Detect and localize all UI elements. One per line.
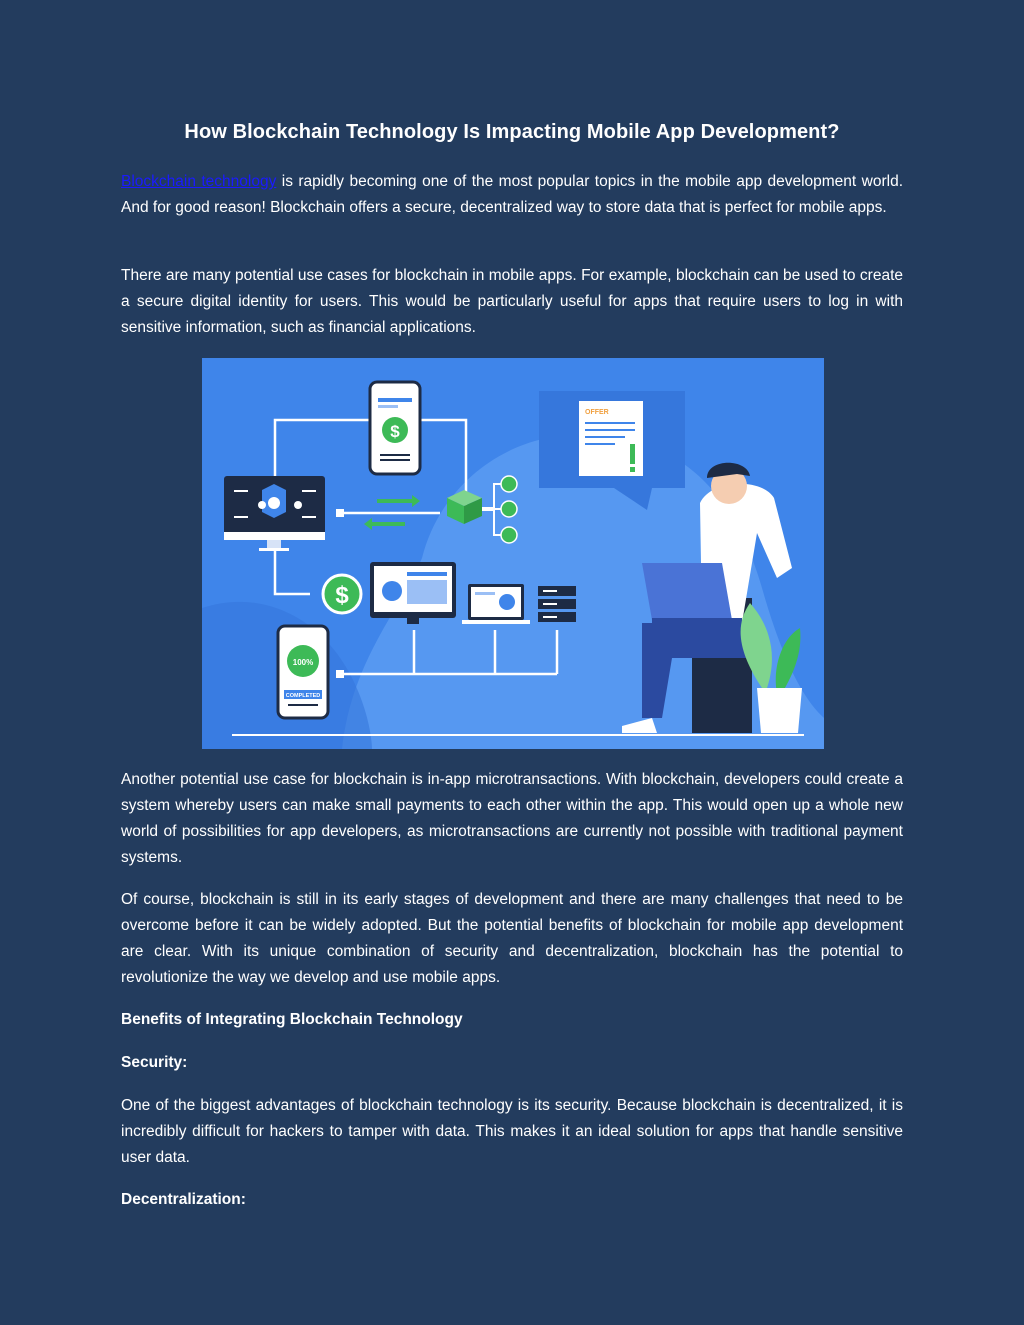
phone-top-icon <box>370 382 420 474</box>
security-heading: Security: <box>121 1054 188 1071</box>
benefits-heading: Benefits of Integrating Blockchain Technology <box>121 1011 463 1028</box>
offer-label: OFFER <box>585 409 609 416</box>
dollar-symbol-top: $ <box>390 422 400 441</box>
security-paragraph: One of the biggest advantages of blockchain technology is its security. Because blockchain is decentralized, it is incredibly difficult for hackers to tamper with data. This makes it an ideal solution for apps that handle sensitive user data. <box>121 1097 903 1166</box>
completed-label: COMPLETED <box>285 693 321 699</box>
paragraph-use-cases: There are many potential use cases for blockchain in mobile apps. For example, blockchain can be used to create a secure digital identity for users. This would be particularly useful for apps that require users to log in with sensitive information, such as financial applications. <box>121 267 903 336</box>
progress-label: 100% <box>292 658 314 667</box>
laptop-screen-icon <box>462 584 530 624</box>
dollar-symbol-coin: $ <box>335 582 349 609</box>
intro-paragraph <box>121 169 903 221</box>
dollar-coin-icon <box>323 575 361 613</box>
page-title: How Blockchain Technology Is Impacting Mobile App Development? <box>184 121 840 143</box>
blockchain-illustration <box>202 358 824 749</box>
server-rack-icon <box>538 586 576 622</box>
paragraph-microtransactions: Another potential use case for blockchain is in-app microtransactions. With blockchain, developers could create a system whereby users can make small payments to each other within the app. This would open up a whole new world of possibilities for app developers, as microtransactions are currently not possible with traditional payment systems. <box>121 771 903 866</box>
dashboard-monitor-icon <box>370 562 456 624</box>
monitor-blockchain-icon <box>224 476 325 551</box>
decentralization-heading: Decentralization: <box>121 1191 246 1208</box>
paragraph-challenges: Of course, blockchain is still in its early stages of development and there are many challenges that need to be overcome before it can be widely adopted. But the potential benefits of blockchain for mobile app development are clear. With its unique combination of security and decentralization, blockchain has the potential to revolutionize the way we develop and use mobile apps. <box>121 891 903 986</box>
phone-completed-icon <box>278 626 328 718</box>
intro-text: is rapidly becoming one of the most popular topics in the mobile app development world. And for good reason! Blockchain offers a secure, decentralized way to store data that is perfect for mobile apps. <box>121 173 903 216</box>
blockchain-technology-link[interactable]: Blockchain technology <box>121 173 277 190</box>
